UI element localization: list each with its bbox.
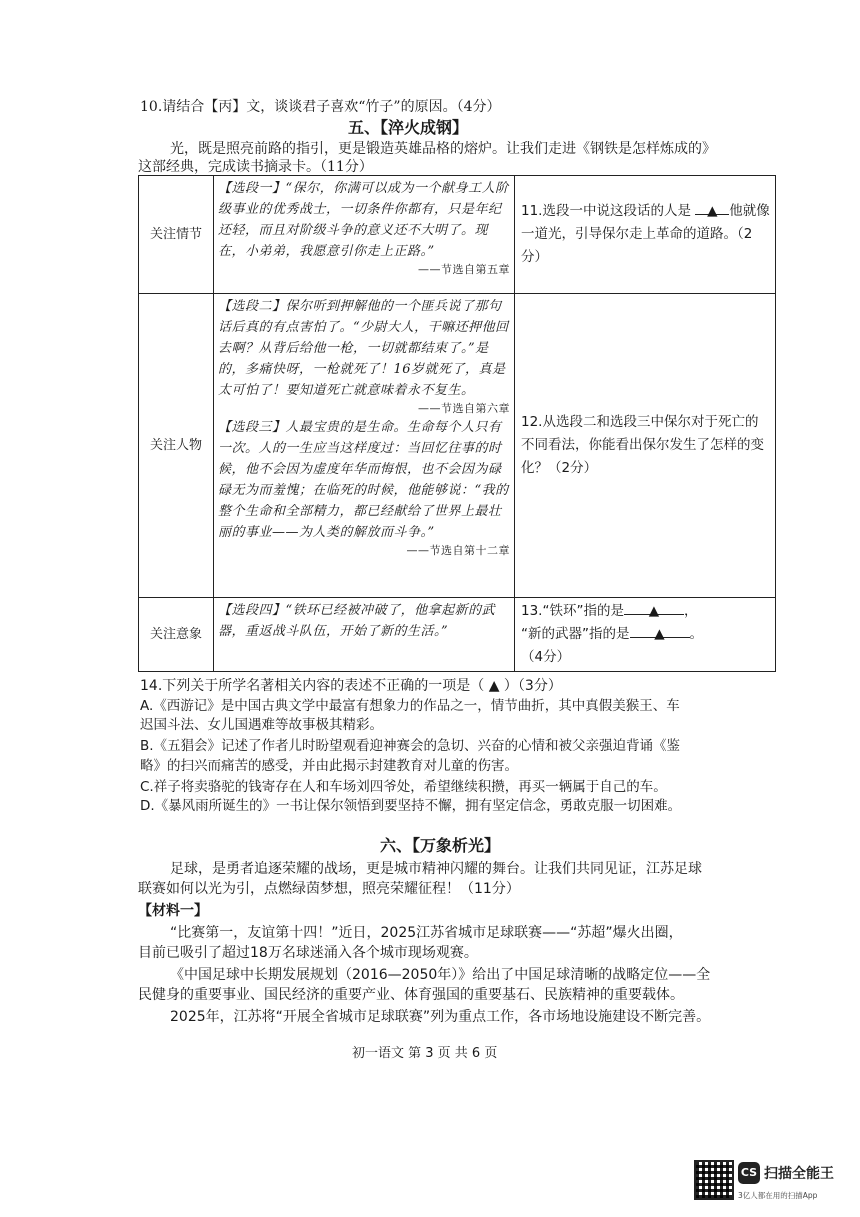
section-5-title: 五、【淬火成钢】 bbox=[348, 118, 469, 137]
material-1-para-1-cont: 目前已吸引了超过18万名球迷涌入各个城市现场观赛。 bbox=[138, 945, 478, 961]
excerpt-1-text: 【选段一】“保尔，你满可以成为一个献身工人阶级事业的优秀战士，一切条件你都有，只是年纪还轻，而且对阶级斗争的意义还不大明了。现在，小弟弟，我愿意引你走上正路。” bbox=[218, 181, 509, 259]
question-13: 13.“铁环”指的是 ▲ ， “新的武器”指的是 ▲ 。 （4分） bbox=[515, 598, 776, 672]
section-6-title: 六、【万象析光】 bbox=[380, 836, 501, 855]
material-1-para-2-cont: 民健身的重要事业、国民经济的重要产业、体育强国的重要基石、民族精神的重要载体。 bbox=[138, 987, 684, 1003]
excerpt-1 bbox=[214, 176, 515, 294]
row-label-imagery: 关注意象 bbox=[139, 598, 214, 672]
qr-code-icon bbox=[694, 1160, 734, 1200]
material-1-heading: 【材料一】 bbox=[138, 903, 208, 919]
excerpt-2-text: 【选段二】保尔听到押解他的一个匪兵说了那句话后真的有点害怕了。“少尉大人，干嘛还押他回去啊？从背后给他一枪，一切就都结束了。”是的，多痛快呀，一枪就死了！16岁就死了，真是太可怕了！要知道死亡就意味着永不复生。 bbox=[218, 299, 509, 398]
page-footer: 初一语文 第 3 页 共 6 页 bbox=[352, 1046, 498, 1061]
question-13-mid: “新的武器”指的是 bbox=[521, 626, 630, 642]
question-12: 12.从选段二和选段三中保尔对于死亡的不同看法，你能看出保尔发生了怎样的变化？（2分） bbox=[515, 294, 776, 598]
excerpt-3-source: ——节选自第十二章 bbox=[406, 544, 510, 557]
question-11 bbox=[515, 176, 776, 294]
answer-blank-13b[interactable]: ▲ bbox=[630, 623, 690, 638]
material-1-para-2: 《中国足球中长期发展规划（2016—2050年）》给出了中国足球清晰的战略定位——全 bbox=[170, 967, 711, 983]
row-label-plot: 关注情节 bbox=[139, 176, 214, 294]
section-6-intro: 足球，是勇者追逐荣耀的战场，更是城市精神闪耀的舞台。让我们共同见证，江苏足球 bbox=[170, 861, 702, 877]
section-5-intro-cont: 这部经典，完成读书摘录卡。（11分） bbox=[138, 159, 373, 175]
excerpt-1-source: ——节选自第五章 bbox=[418, 263, 510, 276]
section-5-intro: 光，既是照亮前路的指引，更是锻造英雄品格的熔炉。让我们走进《钢铁是怎样炼成的》 bbox=[170, 141, 716, 157]
excerpt-2-source: ——节选自第六章 bbox=[418, 402, 510, 415]
scanner-app-name: 扫描全能王 bbox=[764, 1166, 834, 1182]
option-b-cont: 略》的扫兴而痛苦的感受，并由此揭示封建教育对儿童的伤害。 bbox=[140, 758, 518, 774]
answer-blank-13a[interactable]: ▲ bbox=[624, 600, 684, 615]
option-b: B.《五猖会》记述了作者儿时盼望观看迎神赛会的急切、兴奋的心情和被父亲强迫背诵《鉴 bbox=[140, 738, 681, 754]
excerpt-4: 【选段四】“铁环已经被冲破了，他拿起新的武器，重返战斗队伍，开始了新的生活。” bbox=[214, 598, 515, 672]
option-a-cont: 迟国斗法、女儿国遇难等故事极其精彩。 bbox=[140, 717, 383, 733]
row-label-character: 关注人物 bbox=[139, 294, 214, 598]
option-c: C.祥子将卖骆驼的钱寄存在人和车场刘四爷处，希望继续积攒，再买一辆属于自己的车。 bbox=[140, 779, 667, 795]
question-13-prefix: 13.“铁环”指的是 bbox=[521, 603, 624, 619]
question-14: 14.下列关于所学名著相关内容的表述不正确的一项是（ ▲ ）（3分） bbox=[140, 678, 562, 694]
scanner-app-tagline: 3亿人都在用的扫描App bbox=[738, 1191, 818, 1200]
question-11-post: 他就像一道光，引导保尔走上革命的道路。（2分） bbox=[521, 203, 770, 265]
section-6-intro-cont: 联赛如何以光为引，点燃绿茵梦想，照亮荣耀征程！（11分） bbox=[138, 881, 520, 897]
option-d: D.《暴风雨所诞生的》一书让保尔领悟到要坚持不懈，拥有坚定信念，勇敢克服一切困难。 bbox=[140, 798, 682, 814]
option-a: A.《西游记》是中国古典文学中最富有想象力的作品之一，情节曲折，其中真假美猴王、车 bbox=[140, 698, 680, 714]
question-13-score: （4分） bbox=[521, 649, 571, 665]
question-11-pre: 11.选段一中说这段话的人是 bbox=[521, 203, 691, 219]
excerpt-3-text: 【选段三】人最宝贵的是生命。生命每个人只有一次。人的一生应当这样度过：当回忆往事的时候，他不会因为虚度年华而悔恨，也不会因为碌碌无为而羞愧；在临死的时候，他能够说：“我的整个生命和全部精力，都已经献给了世界上最壮丽的事业——为人类的解放而斗争。” bbox=[218, 420, 509, 540]
camscanner-logo-icon: CS bbox=[738, 1162, 760, 1184]
answer-blank-11[interactable]: ▲ bbox=[695, 200, 729, 215]
reading-card-table bbox=[138, 175, 776, 672]
material-1-para-3: 2025年，江苏将“开展全省城市足球联赛”列为重点工作，各市场地设施建设不断完善。 bbox=[170, 1009, 711, 1025]
question-10: 10.请结合【丙】文，谈谈君子喜欢“竹子”的原因。（4分） bbox=[140, 99, 501, 115]
excerpt-2-3 bbox=[214, 294, 515, 598]
material-1-para-1: “比赛第一，友谊第十四！”近日，2025江苏省城市足球联赛——“苏超”爆火出圈， bbox=[170, 925, 683, 941]
